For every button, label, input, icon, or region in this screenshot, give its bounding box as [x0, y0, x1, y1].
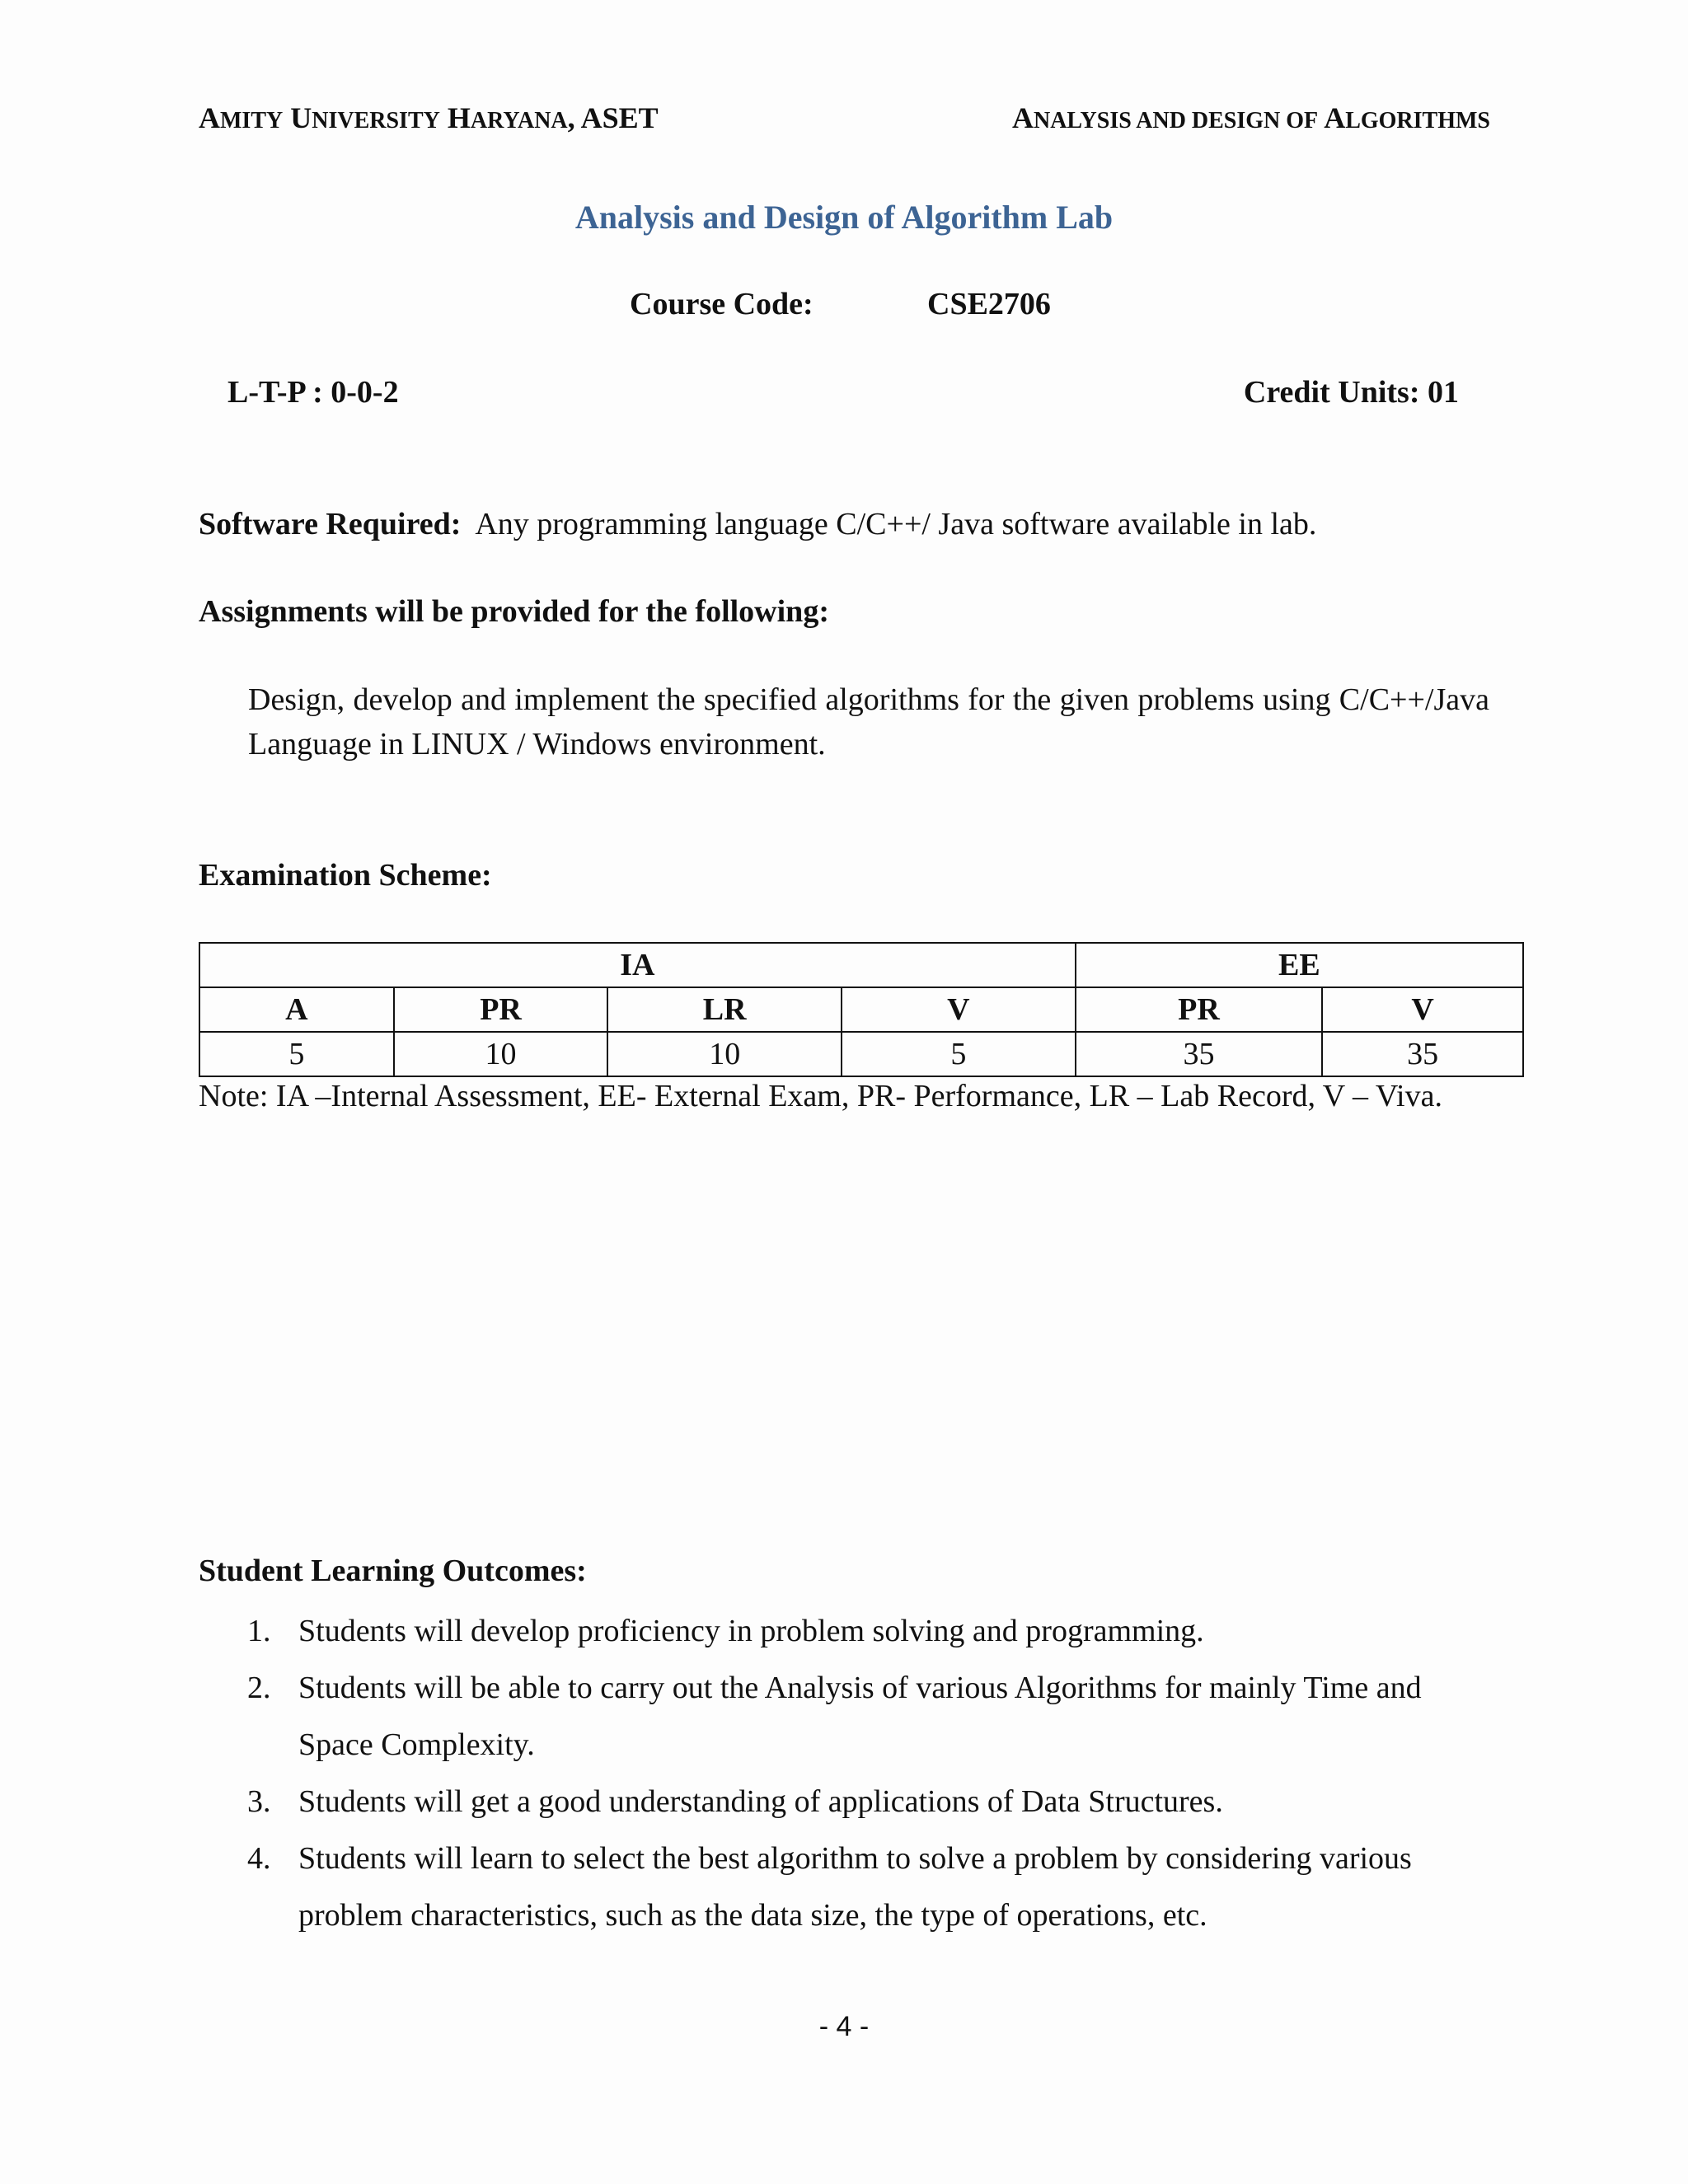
- column-header: PR: [394, 987, 608, 1032]
- software-required: [199, 506, 1316, 542]
- software-text: Any programming language C/C++/ Java software available in lab.: [475, 507, 1317, 541]
- list-item: 4. Students will learn to select the best algorithm to solve a problem by considering various problem characteristics, such as the data size, the type of operations, etc.: [247, 1841, 1412, 1933]
- exam-scheme-heading: Examination Scheme:: [199, 858, 492, 893]
- table-cell: 10: [607, 1032, 842, 1076]
- column-header: V: [842, 987, 1076, 1032]
- page-title: Analysis and Design of Algorithm Lab: [574, 199, 1114, 236]
- table-cell: 5: [199, 1032, 394, 1076]
- table-group-row: [199, 943, 1523, 987]
- table-row: [199, 1032, 1523, 1076]
- group-ia: IA: [199, 943, 1076, 987]
- running-header-left: AMITY UNIVERSITY HARYANA, ASET: [199, 101, 659, 134]
- table-header-row: [199, 987, 1523, 1032]
- group-ee: EE: [1076, 943, 1523, 987]
- assignments-paragraph: Design, develop and implement the specified algorithms for the given problems using C/C++/Java Language in LINUX / Windows environment.: [248, 682, 1489, 762]
- column-header: LR: [607, 987, 842, 1032]
- table-cell: 10: [394, 1032, 608, 1076]
- outcomes-list: [247, 1603, 1492, 1944]
- page-number: - 4 -: [818, 2011, 870, 2042]
- table-cell: 5: [842, 1032, 1076, 1076]
- table-cell: 35: [1322, 1032, 1523, 1076]
- column-header: PR: [1076, 987, 1323, 1032]
- column-header: V: [1322, 987, 1523, 1032]
- table-cell: 35: [1076, 1032, 1323, 1076]
- column-header: A: [199, 987, 394, 1032]
- ltp-text: L-T-P : 0-0-2: [227, 375, 399, 410]
- assignments-heading: Assignments will be provided for the following:: [199, 594, 829, 629]
- list-item: 3. Students will get a good understanding of applications of Data Structures.: [247, 1784, 1223, 1819]
- exam-scheme-table: [199, 942, 1524, 1077]
- course-code-value: CSE2706: [927, 287, 1051, 321]
- outcomes-heading: Student Learning Outcomes:: [199, 1554, 587, 1588]
- running-header-right: ANALYSIS AND DESIGN OF ALGORITHMS: [1011, 101, 1490, 134]
- list-item: 2. Students will be able to carry out the Analysis of various Algorithms for mainly Time and Space Complexity.: [247, 1671, 1422, 1762]
- credit-units: Credit Units: 01: [1243, 375, 1459, 410]
- course-code-label: Course Code:: [630, 287, 814, 321]
- list-item: 1. Students will develop proficiency in problem solving and programming.: [247, 1614, 1204, 1648]
- software-label: Software Required:: [199, 507, 462, 541]
- exam-note: Note: IA –Internal Assessment, EE- External Exam, PR- Performance, LR – Lab Record, V – Viva.: [199, 1079, 1442, 1113]
